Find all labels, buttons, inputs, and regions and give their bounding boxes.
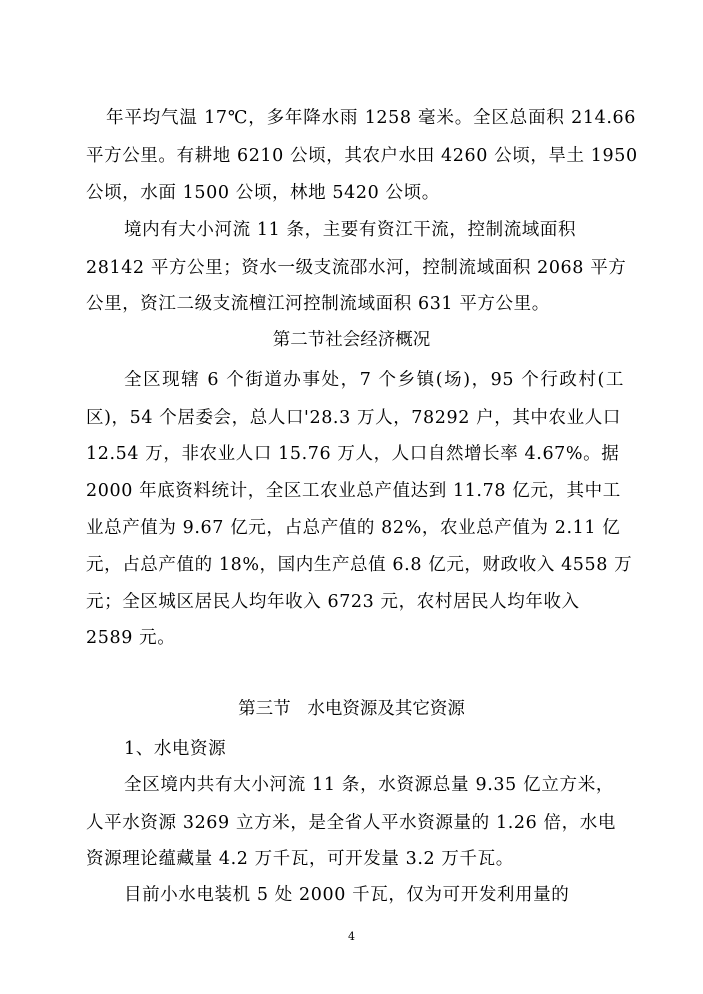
paragraph-line: 业总产值为 9.67 亿元，占总产值的 82%，农业总产值为 2.11 亿 xyxy=(86,518,621,538)
page-number: 4 xyxy=(348,930,355,943)
paragraph-line: 区)，54 个居委会，总人口'28.3 万人，78292 户，其中农业人口 xyxy=(86,408,621,428)
paragraph-line: 目前小水电装机 5 处 2000 千瓦，仅为可开发利用量的 xyxy=(124,885,570,905)
paragraph-line: 资源理论蕴藏量 4.2 万千瓦，可开发量 3.2 万千瓦。 xyxy=(86,849,514,869)
paragraph-line: 元；全区城区居民人均年收入 6723 元，农村居民人均年收入 xyxy=(86,592,580,612)
paragraph-line: 元，占总产值的 18%，国内生产总值 6.8 亿元，财政收入 4558 万 xyxy=(86,555,633,575)
paragraph-line: 公里，资江二级支流檀江河控制流域面积 631 平方公里。 xyxy=(86,294,550,314)
paragraph-line: 2589 元。 xyxy=(86,628,176,648)
paragraph-line: 12.54 万，非农业人口 15.76 万人，人口自然增长率 4.67%。据 xyxy=(86,444,620,464)
paragraph-line: 平方公里。有耕地 6210 公顷，其农户水田 4260 公顷，旱土 1950 xyxy=(86,146,638,166)
paragraph-line: 2000 年底资料统计，全区工农业总产值达到 11.78 亿元，其中工 xyxy=(86,481,621,501)
paragraph-line: 28142 平方公里；资水一级支流邵水河，控制流域面积 2068 平方 xyxy=(86,258,627,278)
section-heading: 第三节 水电资源及其它资源 xyxy=(238,699,465,719)
paragraph-line: 年平均气温 17℃，多年降水雨 1258 毫米。全区总面积 214.66 xyxy=(106,108,636,128)
paragraph-line: 公顷，水面 1500 公顷，林地 5420 公顷。 xyxy=(86,183,440,203)
paragraph-line: 1、水电资源 xyxy=(124,739,227,759)
paragraph-line: 全区境内共有大小河流 11 条，水资源总量 9.35 亿立方米， xyxy=(124,775,614,795)
paragraph-line: 境内有大小河流 11 条，主要有资江干流，控制流域面积 xyxy=(124,220,577,240)
paragraph-line: 人平水资源 3269 立方米，是全省人平水资源量的 1.26 倍，水电 xyxy=(86,813,616,833)
paragraph-line: 全区现辖 6 个街道办事处，7 个乡镇(场)，95 个行政村(工 xyxy=(124,370,624,390)
section-heading: 第二节社会经济概况 xyxy=(272,330,431,350)
